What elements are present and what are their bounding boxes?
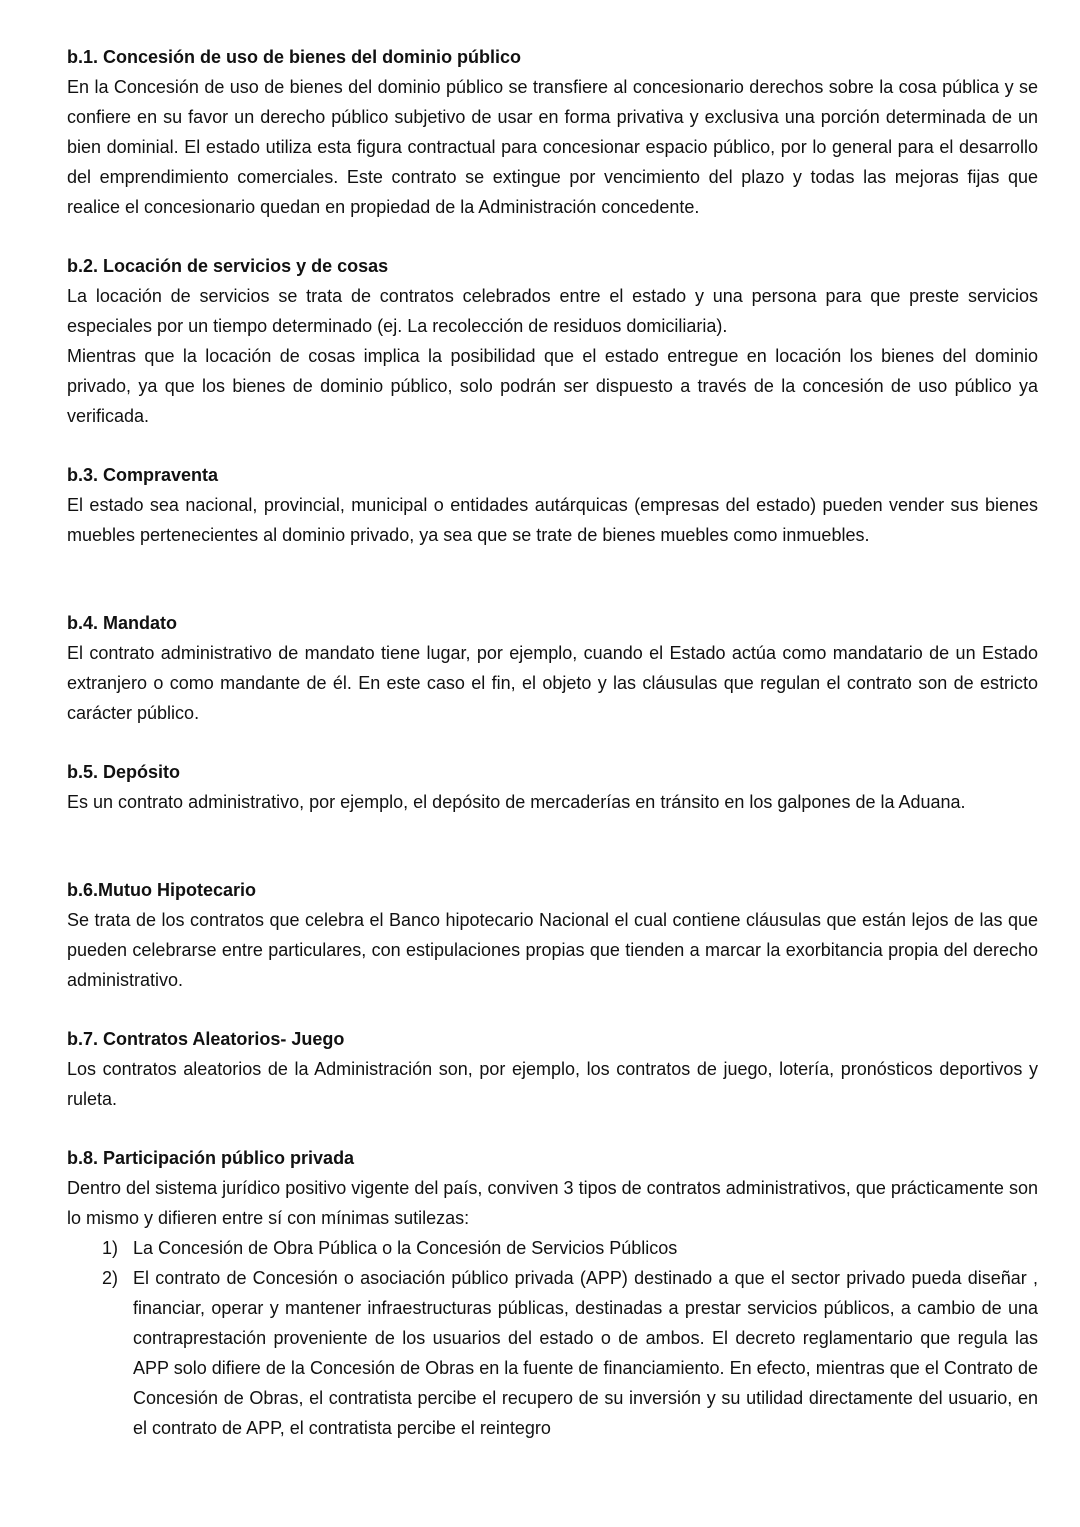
section-paragraph: Los contratos aleatorios de la Administración son, por ejemplo, los contratos de juego, lotería, pronósticos deportivos y ruleta. — [67, 1059, 1038, 1109]
section-b2 — [67, 251, 1038, 431]
section-heading: b.3. Compraventa — [67, 465, 219, 485]
section-b4 — [67, 608, 1038, 728]
section-paragraph: Dentro del sistema jurídico positivo vigente del país, conviven 3 tipos de contratos administrativos, que prácticamente son lo mismo y difieren entre sí con mínimas sutilezas: — [67, 1178, 1038, 1228]
list-item-text: El contrato de Concesión o asociación público privada (APP) destinado a que el sector privado pueda diseñar , financiar, operar y mantener infraestructuras públicas, destinadas a prestar servicios públicos, a cambio de una contraprestación proveniente de los usuarios del estado o de ambos. El decreto reglamentario que regula las APP solo difiere de la Concesión de Obras en la fuente de financiamiento. En efecto, mientras que el Contrato de Concesión de Obras, el contratista percibe el recupero de su inversión y su utilidad directamente del usuario, en el contrato de APP, el contratista percibe el reintegro — [133, 1268, 1038, 1438]
section-heading: b.4. Mandato — [67, 613, 178, 633]
section-paragraph: Se trata de los contratos que celebra el Banco hipotecario Nacional el cual contiene cláusulas que están lejos de las que pueden celebrarse entre particulares, con estipulaciones propias que tienden a marcar la exorbitancia propia del derecho administrativo. — [67, 910, 1038, 990]
section-b6 — [67, 875, 1038, 995]
section-paragraph: El contrato administrativo de mandato tiene lugar, por ejemplo, cuando el Estado actúa como mandatario de un Estado extranjero o como mandante de él. En este caso el fin, el objeto y las cláusulas que regulan el contrato son de estricto carácter público. — [67, 643, 1038, 723]
section-heading: b.1. Concesión de uso de bienes del dominio público — [67, 47, 522, 67]
list-item — [67, 1233, 1038, 1263]
section-paragraph: La locación de servicios se trata de contratos celebrados entre el estado y una persona para que preste servicios especiales por un tiempo determinado (ej. La recolección de residuos domiciliaria). — [67, 286, 1038, 336]
document-page — [67, 42, 1038, 1443]
section-heading: b.6.Mutuo Hipotecario — [67, 880, 256, 900]
list-item-number: 1) — [102, 1238, 119, 1258]
section-b7 — [67, 1024, 1038, 1114]
list-item-number: 2) — [102, 1268, 119, 1288]
section-paragraph: En la Concesión de uso de bienes del dominio público se transfiere al concesionario derechos sobre la cosa pública y se confiere en su favor un derecho público subjetivo de usar en forma privativa y exclusiva una porción determinada de un bien dominial. El estado utiliza esta figura contractual para concesionar espacio público, por lo general para el desarrollo del emprendimiento comerciales. Este contrato se extingue por vencimiento del plazo y todas las mejoras fijas que realice el concesionario quedan en propiedad de la Administración concedente. — [67, 77, 1038, 217]
numbered-list — [67, 1233, 1038, 1443]
section-heading: b.2. Locación de servicios y de cosas — [67, 256, 389, 276]
section-b5 — [67, 757, 1038, 817]
section-paragraph: Es un contrato administrativo, por ejemplo, el depósito de mercaderías en tránsito en los galpones de la Aduana. — [67, 792, 966, 812]
section-heading: b.5. Depósito — [67, 762, 181, 782]
list-item-text: La Concesión de Obra Pública o la Concesión de Servicios Públicos — [133, 1238, 678, 1258]
section-heading: b.7. Contratos Aleatorios- Juego — [67, 1029, 345, 1049]
section-heading: b.8. Participación público privada — [67, 1148, 355, 1168]
section-b3 — [67, 460, 1038, 550]
section-b8 — [67, 1143, 1038, 1443]
section-b1 — [67, 42, 1038, 222]
list-item — [67, 1263, 1038, 1443]
section-paragraph: Mientras que la locación de cosas implica la posibilidad que el estado entregue en locación los bienes del dominio privado, ya que los bienes de dominio público, solo podrán ser dispuesto a través de la concesión de uso público ya verificada. — [67, 346, 1038, 426]
section-paragraph: El estado sea nacional, provincial, municipal o entidades autárquicas (empresas del estado) pueden vender sus bienes muebles pertenecientes al dominio privado, ya sea que se trate de bienes muebles como inmuebles. — [67, 495, 1038, 545]
